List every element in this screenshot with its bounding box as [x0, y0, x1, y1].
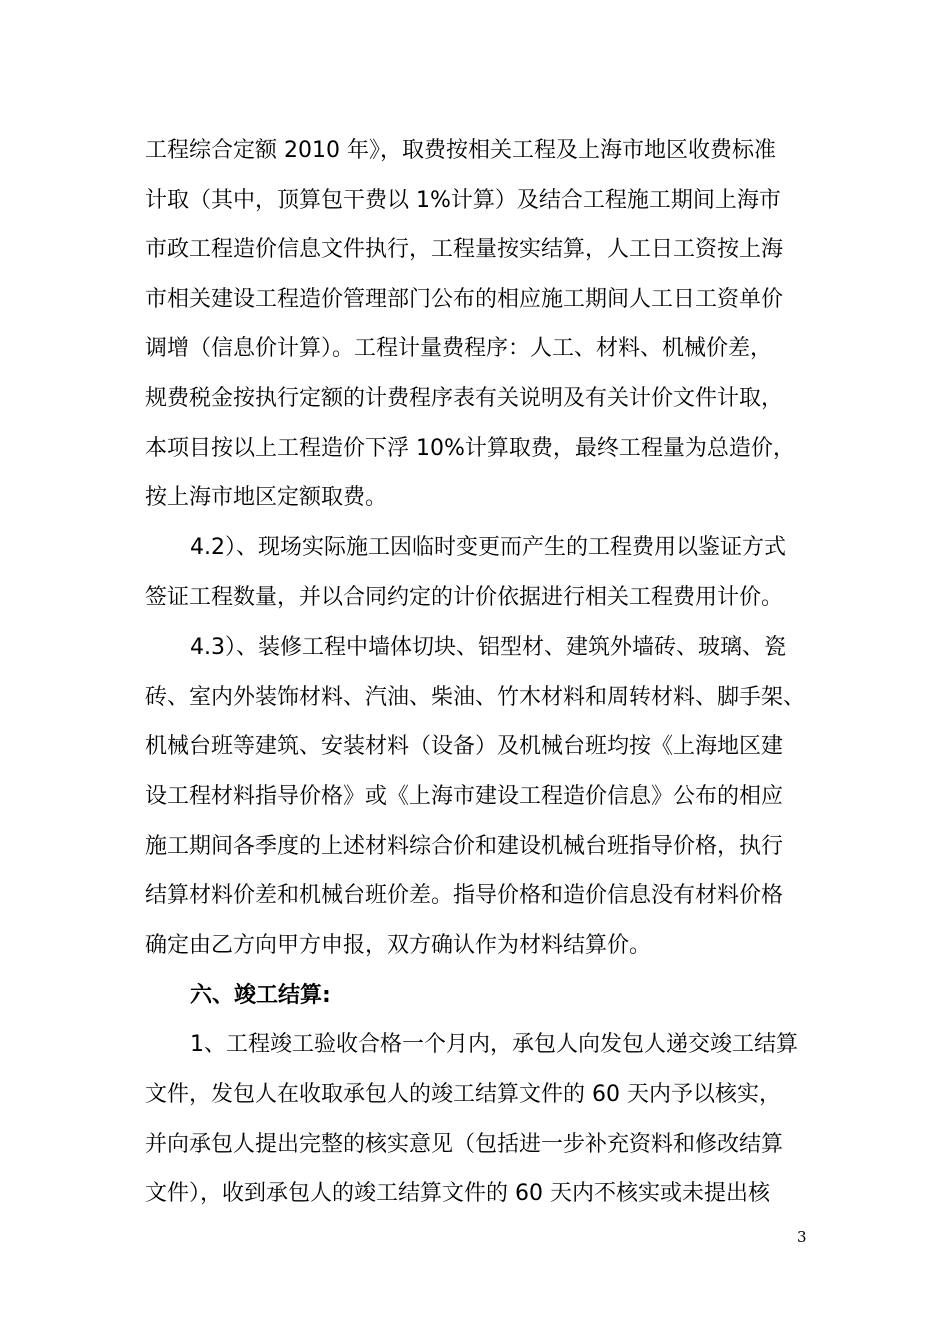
text-line: 市政工程造价信息文件执行，工程量按实结算，人工日工资按上海: [145, 237, 784, 262]
text-line: 确定由乙方向甲方申报，双方确认作为材料结算价。: [145, 933, 652, 958]
text-line: 本项目按以上工程造价下浮 10%计算取费，最终工程量为总造价，: [145, 436, 795, 461]
text-line: 设工程材料指导价格》或《上海市建设工程造价信息》公布的相应: [145, 784, 784, 809]
text-line: 4.2）、现场实际施工因临时变更而产生的工程费用以鉴证方式: [190, 535, 786, 560]
text-line: 市相关建设工程造价管理部门公布的相应施工期间人工日工资单价: [145, 287, 784, 312]
text-line: 按上海市地区定额取费。: [145, 485, 388, 510]
page-number: 3: [797, 1228, 807, 1246]
text-line: 调增（信息价计算）。工程计量费程序：人工、材料、机械价差，: [145, 336, 773, 361]
text-line: 签证工程数量，并以合同约定的计价依据进行相关工程费用计价。: [145, 585, 784, 610]
text-line: 计取（其中，顶算包干费以 1%计算）及结合工程施工期间上海市: [145, 188, 781, 213]
text-line: 4.3）、装修工程中墙体切块、铝型材、建筑外墙砖、玻璃、瓷: [190, 635, 786, 660]
text-line: 砖、室内外装饰材料、汽油、柴油、竹木材料和周转材料、脚手架、: [145, 685, 806, 710]
section-heading: 六、竣工结算:: [190, 983, 331, 1008]
text-line: 机械台班等建筑、安装材料（设备）及机械台班均按《上海地区建: [145, 734, 784, 759]
text-line: 1、工程竣工验收合格一个月内，承包人向发包人递交竣工结算: [190, 1032, 798, 1057]
text-line: 文件），收到承包人的竣工结算文件的 60 天内不核实或未提出核: [145, 1181, 770, 1206]
text-line: 结算材料价差和机械台班价差。指导价格和造价信息没有材料价格: [145, 883, 784, 908]
text-line: 工程综合定额 2010 年》，取费按相关工程及上海市地区收费标准: [145, 138, 776, 163]
text-line: 施工期间各季度的上述材料综合价和建设机械台班指导价格，执行: [145, 834, 784, 859]
text-line: 并向承包人提出完整的核实意见（包括进一步补充资料和修改结算: [145, 1132, 784, 1157]
text-line: 文件，发包人在收取承包人的竣工结算文件的 60 天内予以核实，: [145, 1082, 781, 1107]
text-line: 规费税金按执行定额的计费程序表有关说明及有关计价文件计取，: [145, 386, 784, 411]
